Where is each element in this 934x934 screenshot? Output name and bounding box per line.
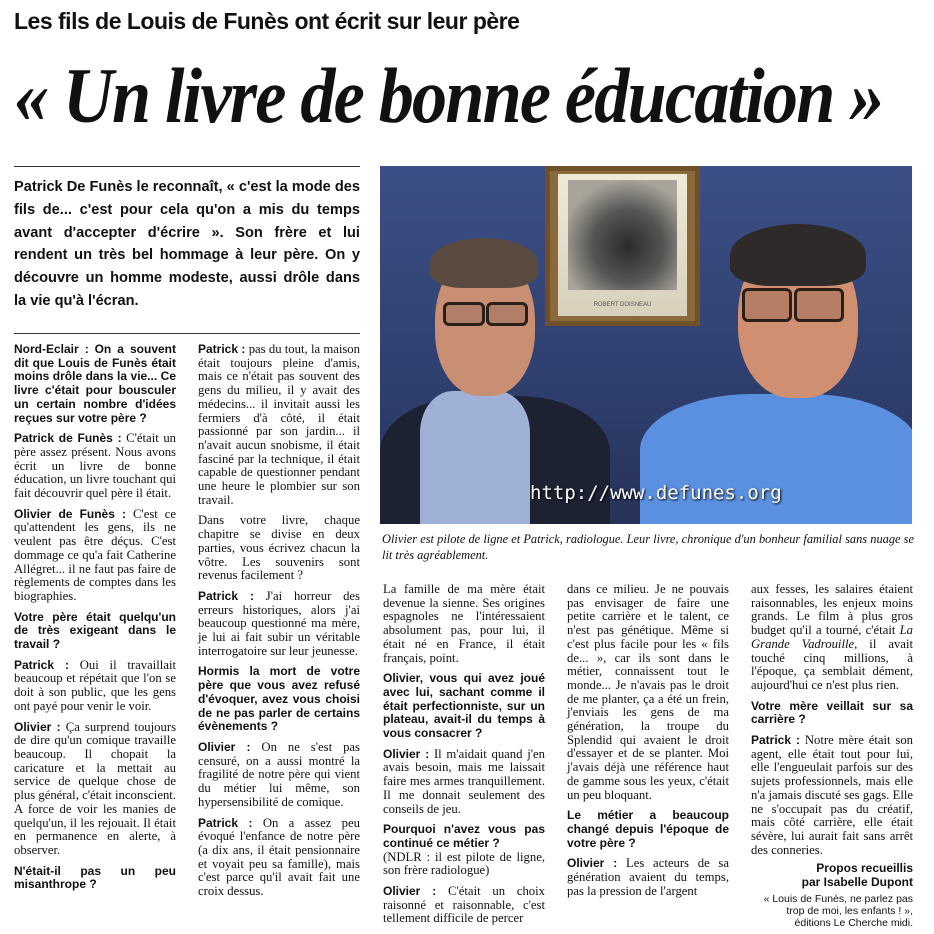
question: Le métier a beaucoup changé depuis l'époque de votre père ? bbox=[567, 808, 729, 850]
surtitle: Les fils de Louis de Funès ont écrit sur leur père bbox=[14, 8, 520, 34]
answer: Notre mère était son agent, elle était tout pour lui, elle l'engueulait parfois sur des sujets professionnels, mais elle n'a jamais discuté ses gags. Elle ne s'occupait pas du créatif, mais côté carrière, elle était sévère, lui aurait fait sans arrêt des conneries. bbox=[751, 733, 914, 857]
answer: On a assez peu évoqué l'enfance de notre père (a dix ans, il était pensionnaire et voyait peu sa famille), mais c'est parce qu'il avait fait une croix dessus. bbox=[198, 815, 361, 899]
speaker-label: Patrick : bbox=[751, 733, 801, 748]
byline-author: par Isabelle Dupont bbox=[801, 875, 913, 890]
divider-bottom bbox=[14, 333, 360, 334]
speaker-label: Olivier : bbox=[567, 856, 618, 871]
answer: C'était un père assez présent. Nous avons écrit un livre de bonne éducation, un livre touchant qui fait découvrir quel père il était. bbox=[14, 431, 177, 501]
paragraph: Dans votre livre, chaque chapitre se divise en deux parties, vous écrivez chacun la vôtre. Les souvenirs sont revenus facilement ? bbox=[198, 513, 360, 583]
speaker-label: Patrick : bbox=[198, 815, 253, 830]
speaker-label: Olivier : bbox=[198, 739, 251, 754]
paragraph-part: aux fesses, les salaires étaient raisonnables, les enjeux moins grands. Le film à plus gros budget qu'il a tourné, c'était bbox=[751, 582, 913, 638]
article-photo bbox=[380, 166, 912, 524]
answer: C'était un choix raisonné et raisonnable, c'est tellement difficile de percer bbox=[383, 884, 546, 926]
paragraph: La famille de ma mère était devenue la sienne. Ses origines espagnoles ne l'intéressaient absolument pas, pour lui, il était né en France, il était français, point. bbox=[383, 582, 545, 665]
paragraph: dans ce milieu. Je ne pouvais pas envisager de faire une petite carrière et le talent, ce n'est pas génétique. Même si c'est plus facile pour les « fils de... », car ils sont dans le métier, connaissent tout le monde... Je n'avais pas le droit de me planter, ça a été un frein, j'enviais les gens de ma génération, la troupe du Splendid qui avaient le droit d'essayer et de se planter. Moi j'avais déjà une référence haut de gamme sous les yeux, c'était un peu bloquant. bbox=[567, 582, 729, 802]
column-2 bbox=[198, 343, 360, 906]
book-reference: « Louis de Funès, ne parlez pas trop de moi, les enfants ! », éditions Le Cherche midi. bbox=[763, 893, 913, 930]
speaker-label: Patrick : bbox=[14, 657, 69, 672]
answer: C'est ce qu'attendent les gens, ils ne veulent pas être déçus. C'est dommage ce qu'a fait Catherine Allégret... il ne faut pas faire de règlements de comptes dans les biographies. bbox=[14, 506, 176, 603]
column-1 bbox=[14, 343, 176, 899]
photo-caption: Olivier est pilote de ligne et Patrick, radiologue. Leur livre, chronique d'un bonheur familial sans nuage se lit très agréablement. bbox=[382, 532, 914, 562]
answer: Il m'aidait quand j'en avais besoin, mais me laissait faire mes armes tranquillement. Il me donnait seulement des conseils de jeu. bbox=[383, 746, 545, 816]
answer: Ça surprend toujours de dire qu'un comique travaille beaucoup. Il chopait la caricature et la mettait au service de quelque chose de plus général, c'était inconscient. A force de voir les manies de quelqu'un, il les rejouait. Il était en permanence en alerte, à observer. bbox=[14, 719, 177, 857]
speaker-label: Olivier : bbox=[383, 884, 437, 899]
column-5 bbox=[751, 583, 913, 929]
editor-note: (NDLR : il est pilote de ligne, son frère radiologue) bbox=[383, 849, 545, 878]
speaker-label: Patrick : bbox=[198, 588, 254, 603]
answer: Les acteurs de sa génération avaient du temps, pas la pression de l'argent bbox=[567, 856, 730, 898]
question: Hormis la mort de votre père que vous avez refusé d'évoquer, avez vous choisi de ne pas parler de certains évènements ? bbox=[198, 664, 360, 734]
column-4 bbox=[567, 583, 729, 905]
frame-caption: ROBERT DOISNEAU bbox=[593, 302, 652, 308]
answer: pas du tout, la maison était toujours pleine d'amis, mais ce n'était pas souvent des gens du milieu, il y avait des médecins... il invitait aussi les fermiers d'à côté, il était passionné par son jardin... il n'avait aucun snobisme, il était fasciné par la technique, il était capable de questionner pendant une heure le plombier sur son travail. bbox=[198, 342, 360, 507]
framed-picture bbox=[545, 166, 700, 326]
speaker-label: Patrick : bbox=[198, 342, 246, 356]
headline: « Un livre de bonne éducation » bbox=[14, 52, 883, 139]
column-3 bbox=[383, 583, 545, 933]
speaker-label: Olivier de Funès : bbox=[14, 506, 126, 521]
answer: On ne s'est pas censuré, on a aussi montré la fragilité de notre père qui vient du métier lui même, son hypersensibilité de comique. bbox=[198, 739, 360, 809]
byline-line: Propos recueillis bbox=[816, 861, 913, 876]
answer: J'ai horreur des erreurs historiques, alors j'ai beaucoup questionné ma mère, je lui ai fait subir un véritable interrogatoire sur leur jeunesse. bbox=[198, 588, 360, 658]
speaker-label: Patrick de Funès : bbox=[14, 431, 122, 446]
question: Votre père était quelqu'un de très exigeant dans le travail ? bbox=[14, 609, 176, 652]
watermark-url: http://www.defunes.org bbox=[530, 482, 782, 504]
lead-paragraph: Patrick De Funès le reconnaît, « c'est la mode des fils de... c'est pour cela qu'on a mis du temps avant d'accepter d'écrire ». Son frère et lui rendent un très bel hommage à leur père. On y découvre un homme modeste, aussi drôle dans la vie qu'à l'écran. bbox=[14, 179, 360, 309]
question: On a souvent dit que Louis de Funès était moins drôle dans la vie... Ce livre c'était pour bousculer un certain nombre d'idées reçues sur votre père ? bbox=[14, 342, 177, 425]
question: Olivier, vous qui avez joué avec lui, sachant comme il était perfectionniste, sur un plateau, avait-il du temps à vous consacrer ? bbox=[383, 671, 545, 741]
film-title: La Grande Vadrouille bbox=[751, 623, 913, 651]
speaker-label: Nord-Eclair : bbox=[14, 342, 89, 356]
paragraph-part: , il avait touché cinq millions, à l'époque, ça semblait dément, aujourd'hui ce n'est plus rien. bbox=[751, 636, 913, 692]
speaker-label: Olivier : bbox=[14, 719, 61, 734]
byline bbox=[751, 861, 913, 889]
answer: Oui il travaillait beaucoup et répétait que l'on se doit à son public, que les gens ont payé pour venir le voir. bbox=[14, 657, 176, 713]
question: N'était-il pas un peu misanthrope ? bbox=[14, 863, 176, 892]
question: Pourquoi n'avez vous pas continué ce métier ? bbox=[383, 822, 545, 850]
divider-top bbox=[14, 166, 360, 167]
question: Votre mère veillait sur sa carrière ? bbox=[751, 698, 913, 727]
speaker-label: Olivier : bbox=[383, 746, 430, 761]
